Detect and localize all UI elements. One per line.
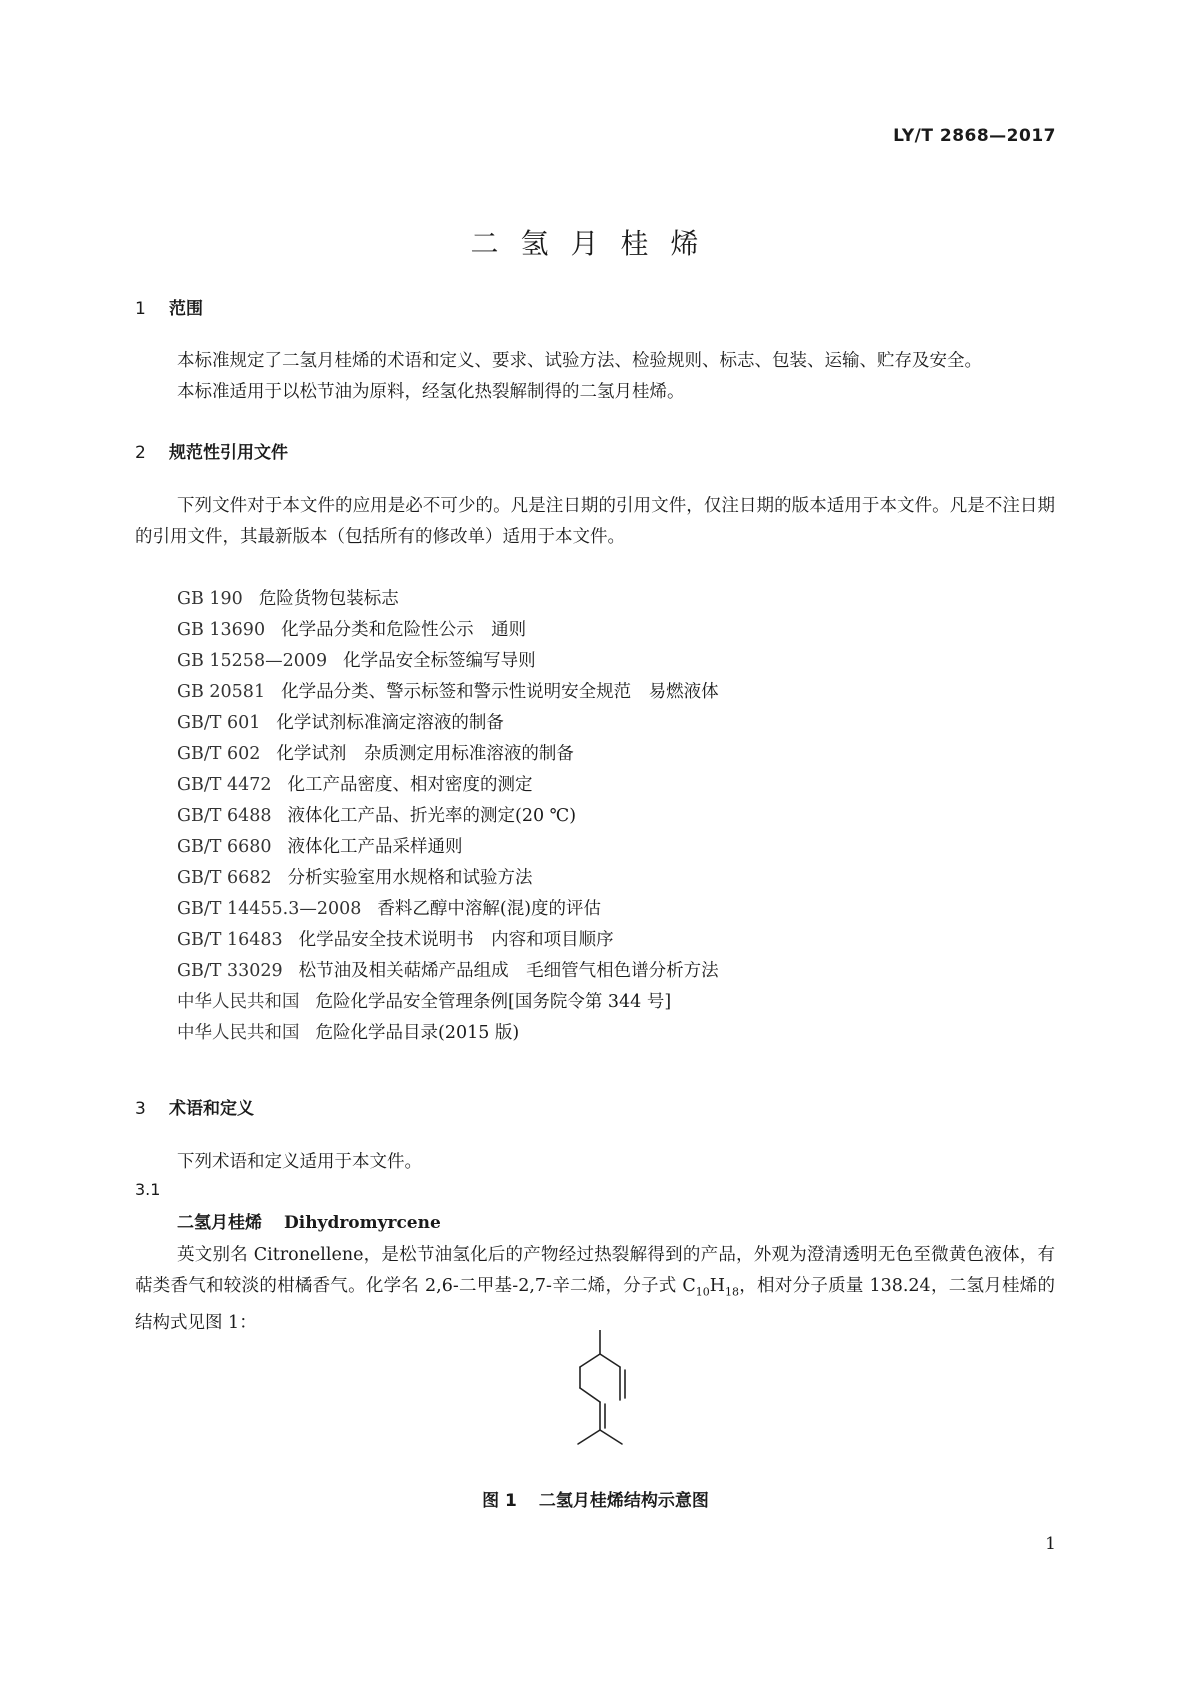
list-item: GB/T 14455.3—2008 香料乙醇中溶解(混)度的评估 [177, 899, 602, 919]
section-2-number: 2 [135, 443, 146, 463]
section-1-heading [135, 294, 203, 319]
figure-caption [0, 1486, 1191, 1511]
term-definition: 英文别名 Citronellene，是松节油氢化后的产物经过热裂解得到的产品，外观为澄清透明无色至微黄色液体，有萜类香气和较淡的柑橘香气。化学名 2,6-二甲基-2,7-辛二烯，分子式 $C_{10}H_{18}$，相对分子质量 138.24，二氢月桂烯的结构式见图 1： [135, 1245, 1056, 1333]
list-item: GB/T 33029 松节油及相关萜烯产品组成 毛细管气相色谱分析方法 [177, 961, 719, 981]
list-item: GB 15258—2009 化学品安全标签编写导则 [177, 651, 536, 671]
section-1-number: 1 [135, 299, 146, 319]
figure-caption-text: 二氢月桂烯结构示意图 [538, 1491, 709, 1511]
list-item: GB/T 4472 化工产品密度、相对密度的测定 [177, 775, 533, 795]
list-item: GB/T 602 化学试剂 杂质测定用标准溶液的制备 [177, 744, 574, 764]
list-item: GB/T 6488 液体化工产品、折光率的测定(20 ℃) [177, 806, 577, 826]
list-item: 中华人民共和国 危险化学品安全管理条例[国务院令第 344 号] [177, 992, 672, 1012]
list-item: GB/T 601 化学试剂标准滴定溶液的制备 [177, 713, 504, 733]
term-entry [177, 1208, 441, 1233]
bond-line [580, 1354, 600, 1367]
document-title: 二氢月桂烯 [470, 227, 721, 260]
list-item: GB 13690 化学品分类和危险性公示 通则 [177, 620, 527, 640]
term-chinese: 二氢月桂烯 [177, 1213, 262, 1233]
section-2-intro: 下列文件对于本文件的应用是必不可少的。凡是注日期的引用文件，仅注日期的版本适用于本文件。凡是不注日期的引用文件，其最新版本（包括所有的修改单）适用于本文件。 [135, 496, 1055, 547]
reference-list [177, 584, 719, 1049]
list-item: 中华人民共和国 危险化学品目录(2015 版) [177, 1023, 520, 1043]
section-2-title: 规范性引用文件 [169, 443, 288, 463]
section-1-paragraph-1: 本标准规定了二氢月桂烯的术语和定义、要求、试验方法、检验规则、标志、包装、运输、贮存及安全。 [177, 351, 982, 371]
section-2-heading [135, 438, 288, 463]
list-item: GB 20581 化学品分类、警示标签和警示性说明安全规范 易燃液体 [177, 682, 719, 702]
section-3-number: 3 [135, 1099, 146, 1119]
standard-code: LY/T 2868—2017 [893, 126, 1056, 146]
bond-line [600, 1430, 622, 1444]
clause-number: 3.1 [135, 1180, 161, 1199]
term-english: Dihydromyrcene [284, 1213, 441, 1233]
section-3-heading [135, 1094, 254, 1119]
list-item: GB/T 6680 液体化工产品采样通则 [177, 837, 463, 857]
bond-line [580, 1388, 600, 1402]
section-3-intro: 下列术语和定义适用于本文件。 [177, 1152, 422, 1172]
figure-label: 图 1 [482, 1491, 517, 1511]
section-1-title: 范围 [169, 299, 203, 319]
section-3-title: 术语和定义 [169, 1099, 254, 1119]
bond-line [600, 1354, 620, 1367]
list-item: GB 190 危险货物包装标志 [177, 589, 399, 609]
bond-line [578, 1430, 600, 1444]
list-item: GB/T 16483 化学品安全技术说明书 内容和项目顺序 [177, 930, 614, 950]
page-number: 1 [1045, 1534, 1056, 1554]
dihydromyrcene-structure-diagram [560, 1330, 680, 1470]
list-item: GB/T 6682 分析实验室用水规格和试验方法 [177, 868, 533, 888]
section-1-paragraph-2: 本标准适用于以松节油为原料，经氢化热裂解制得的二氢月桂烯。 [177, 382, 685, 402]
